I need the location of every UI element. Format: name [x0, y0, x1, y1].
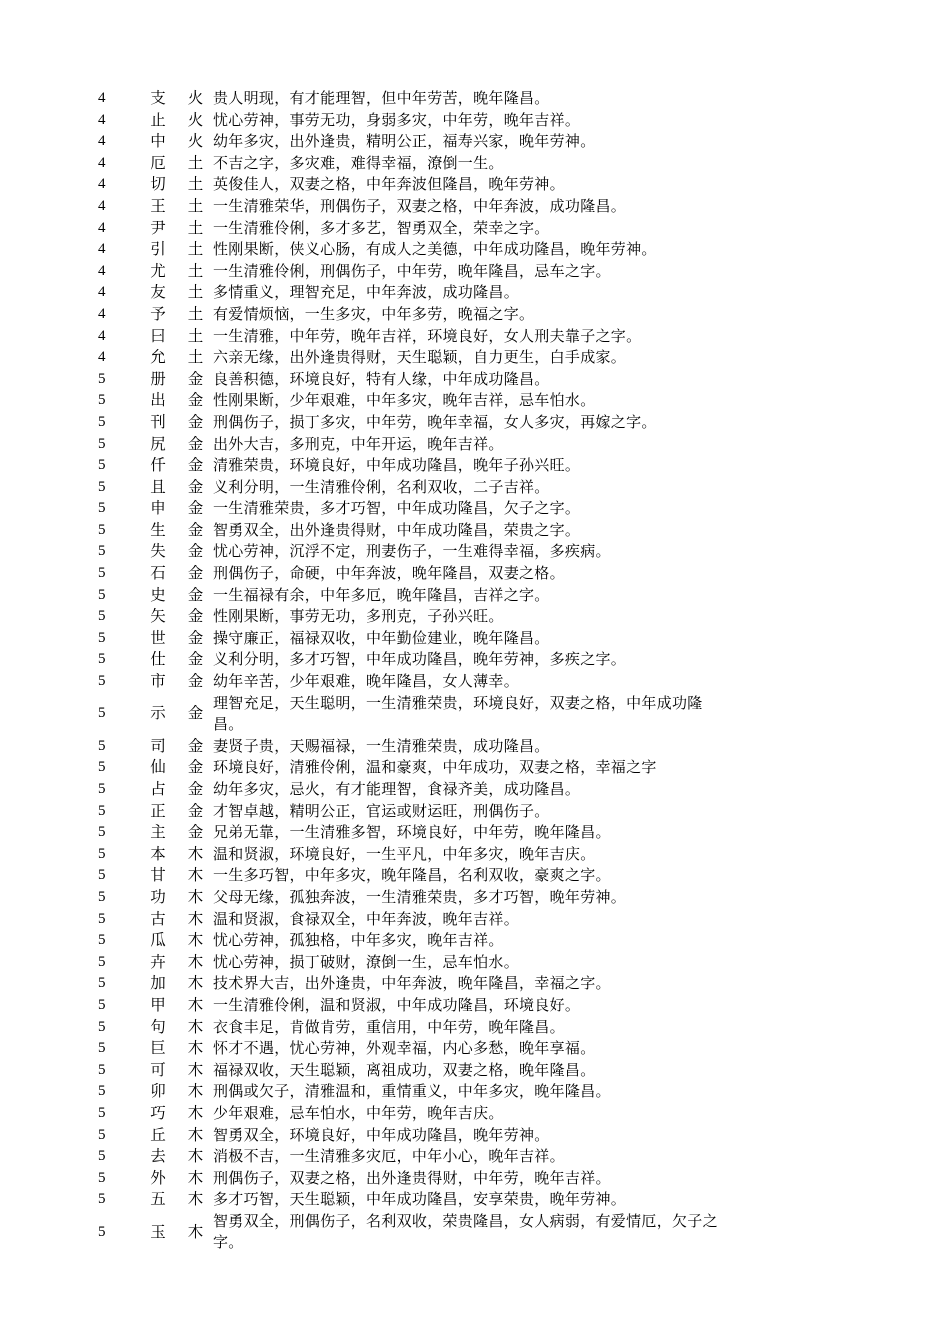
description-cell: 不吉之字，多灾难，难得幸福，潦倒一生。 [213, 153, 504, 172]
element-cell: 金 [187, 542, 204, 561]
description-cell: 一生多巧智，中年多灾，晚年隆昌，名利双收，豪爽之字。 [213, 866, 611, 885]
element-cell: 土 [187, 153, 204, 172]
table-row [95, 909, 735, 931]
stroke-count-cell: 5 [98, 737, 106, 754]
description-cell: 父母无缘，孤独奔波，一生清雅荣贵，多才巧智，晚年劳神。 [213, 887, 627, 906]
character-cell: 甘 [150, 866, 166, 885]
description-cell: 消极不吉，一生清雅多灾厄，中年小心，晚年吉祥。 [213, 1147, 565, 1166]
stroke-count-cell: 5 [98, 996, 106, 1013]
stroke-count-cell: 5 [98, 673, 106, 690]
stroke-count-cell: 5 [98, 1083, 106, 1100]
table-row [95, 131, 735, 153]
stroke-count-cell: 4 [98, 111, 106, 128]
element-cell: 木 [187, 995, 204, 1014]
character-cell: 世 [150, 628, 166, 647]
element-cell: 土 [187, 175, 204, 194]
description-cell: 技术界大吉，出外逢贵，中年奔波，晚年隆昌，幸福之字。 [213, 974, 611, 993]
element-cell: 金 [187, 780, 204, 798]
stroke-count-cell: 5 [98, 1169, 106, 1186]
character-cell: 失 [150, 542, 166, 561]
character-cell: 册 [150, 369, 166, 388]
stroke-count-cell: 5 [98, 370, 106, 387]
stroke-count-cell: 5 [98, 910, 106, 927]
character-cell: 卯 [150, 1082, 166, 1101]
name-character-table [95, 88, 735, 1254]
character-cell: 申 [150, 499, 166, 518]
table-row [95, 174, 735, 196]
stroke-count-cell: 4 [98, 349, 106, 366]
stroke-count-cell: 5 [98, 392, 106, 409]
character-cell: 句 [150, 1017, 166, 1036]
character-cell: 功 [150, 887, 166, 906]
description-cell: 忧心劳神，损丁破财，潦倒一生，忌车怕水。 [213, 952, 520, 971]
element-cell: 木 [187, 1147, 204, 1166]
description-cell: 一生清雅伶俐，多才多艺，智勇双全，荣幸之字。 [213, 218, 550, 237]
stroke-count-cell: 5 [98, 1104, 106, 1121]
description-cell: 刑偶或欠子，清雅温和，重情重义，中年多灾，晚年隆昌。 [213, 1082, 611, 1101]
character-cell: 外 [150, 1168, 166, 1187]
stroke-count-cell: 5 [98, 1191, 106, 1208]
stroke-count-cell: 5 [98, 1223, 106, 1240]
character-cell: 支 [150, 89, 166, 107]
stroke-count-cell: 4 [98, 219, 106, 236]
stroke-count-cell: 5 [98, 1126, 106, 1143]
element-cell: 金 [187, 628, 204, 647]
table-row [95, 1168, 735, 1190]
table-row [95, 757, 735, 779]
element-cell: 金 [187, 391, 204, 410]
table-row [95, 326, 735, 348]
description-cell: 一生福禄有余，中年多厄，晚年隆昌，吉祥之字。 [213, 585, 550, 604]
table-row [95, 1146, 735, 1168]
element-cell: 金 [187, 499, 204, 518]
description-cell: 理智充足，天生聪明，一生清雅荣贵，环境良好，双妻之格，中年成功隆昌。 [213, 693, 703, 734]
stroke-count-cell: 5 [98, 888, 106, 905]
stroke-count-cell: 4 [98, 241, 106, 258]
element-cell: 土 [187, 196, 204, 215]
description-cell: 兄弟无靠，一生清雅多智，环境良好，中年劳，晚年隆昌。 [213, 823, 611, 842]
character-cell: 予 [150, 304, 166, 323]
stroke-count-cell: 5 [98, 705, 106, 722]
description-cell: 义利分明，一生清雅伶俐，名利双收，二子吉祥。 [213, 477, 550, 496]
character-cell: 允 [150, 348, 166, 367]
character-cell: 甲 [150, 995, 166, 1014]
stroke-count-cell: 4 [98, 90, 106, 106]
element-cell: 木 [187, 866, 204, 885]
character-cell: 止 [150, 110, 166, 129]
element-cell: 木 [187, 1222, 204, 1241]
table-row [95, 801, 735, 823]
table-row [95, 369, 735, 391]
character-cell: 尤 [150, 261, 166, 280]
description-cell: 衣食丰足，肯做肯劳，重信用，中年劳，晚年隆昌。 [213, 1017, 565, 1036]
element-cell: 土 [187, 218, 204, 237]
character-cell: 市 [150, 672, 166, 691]
element-cell: 土 [187, 326, 204, 345]
element-cell: 金 [187, 434, 204, 453]
stroke-count-cell: 4 [98, 197, 106, 214]
character-cell: 仕 [150, 650, 166, 669]
element-cell: 木 [187, 1103, 204, 1122]
element-cell: 木 [187, 1190, 204, 1209]
description-cell: 幼年多灾，出外逢贵，精明公正，福寿兴家，晚年劳神。 [213, 132, 596, 151]
table-row [95, 628, 735, 650]
stroke-count-cell: 4 [98, 262, 106, 279]
table-row [95, 520, 735, 542]
element-cell: 火 [187, 89, 204, 107]
description-cell: 一生清雅荣华，刑偶伤子，双妻之格，中年奔波，成功隆昌。 [213, 196, 627, 215]
table-row [95, 455, 735, 477]
element-cell: 金 [187, 412, 204, 431]
stroke-count-cell: 4 [98, 327, 106, 344]
character-cell: 加 [150, 974, 166, 993]
element-cell: 金 [187, 758, 204, 777]
description-cell: 妻贤子贵，天赐福禄，一生清雅荣贵，成功隆昌。 [213, 736, 550, 755]
stroke-count-cell: 5 [98, 845, 106, 862]
stroke-count-cell: 4 [98, 133, 106, 150]
element-cell: 火 [187, 110, 204, 129]
table-row [95, 1081, 735, 1103]
table-row [95, 88, 735, 110]
table-row [95, 606, 735, 628]
character-cell: 五 [150, 1190, 166, 1209]
stroke-count-cell: 5 [98, 759, 106, 776]
element-cell: 火 [187, 132, 204, 151]
element-cell: 木 [187, 1082, 204, 1101]
character-cell: 主 [150, 823, 166, 842]
table-row [95, 1211, 735, 1254]
character-cell: 引 [150, 240, 166, 259]
character-cell: 生 [150, 520, 166, 539]
character-cell: 古 [150, 909, 166, 928]
description-cell: 六亲无缘，出外逢贵得财，天生聪颖，自力更生，白手成家。 [213, 348, 627, 367]
element-cell: 金 [187, 456, 204, 475]
description-cell: 一生清雅伶俐，温和贤淑，中年成功隆昌，环境良好。 [213, 995, 581, 1014]
element-cell: 金 [187, 736, 204, 755]
description-cell: 温和贤淑，环境良好，一生平凡，中年多灾，晚年吉庆。 [213, 844, 596, 863]
description-cell: 忧心劳神，沉浮不定，刑妻伤子，一生难得幸福，多疾病。 [213, 542, 611, 561]
table-row [95, 498, 735, 520]
character-cell: 占 [150, 780, 166, 798]
table-row [95, 563, 735, 585]
table-row [95, 822, 735, 844]
description-cell: 清雅荣贵，环境良好，中年成功隆昌，晚年子孙兴旺。 [213, 456, 581, 475]
element-cell: 木 [187, 931, 204, 950]
stroke-count-cell: 5 [98, 781, 106, 797]
table-row [95, 844, 735, 866]
character-cell: 巧 [150, 1103, 166, 1122]
stroke-count-cell: 5 [98, 932, 106, 949]
description-cell: 忧心劳神，孤独格，中年多灾，晚年吉祥。 [213, 931, 504, 950]
table-row [95, 973, 735, 995]
stroke-count-cell: 5 [98, 500, 106, 517]
description-cell: 智勇双全，刑偶伤子，名利双收，荣贵隆昌，女人病弱，有爱情厄，欠子之字。 [213, 1211, 718, 1252]
stroke-count-cell: 5 [98, 824, 106, 841]
element-cell: 金 [187, 564, 204, 583]
stroke-count-cell: 4 [98, 176, 106, 193]
character-cell: 石 [150, 564, 166, 583]
table-row [95, 887, 735, 909]
stroke-count-cell: 5 [98, 629, 106, 646]
character-cell: 示 [150, 704, 166, 723]
table-row [95, 412, 735, 434]
character-cell: 且 [150, 477, 166, 496]
stroke-count-cell: 5 [98, 457, 106, 474]
table-row [95, 671, 735, 693]
character-cell: 司 [150, 736, 166, 755]
description-cell: 刑偶伤子，双妻之格，出外逢贵得财，中年劳，晚年吉祥。 [213, 1168, 611, 1187]
character-cell: 正 [150, 801, 166, 820]
description-cell: 操守廉正，福禄双收，中年勤俭建业，晚年隆昌。 [213, 628, 550, 647]
table-row [95, 477, 735, 499]
stroke-count-cell: 5 [98, 802, 106, 819]
element-cell: 金 [187, 672, 204, 691]
element-cell: 金 [187, 369, 204, 388]
element-cell: 金 [187, 585, 204, 604]
character-cell: 厄 [150, 153, 166, 172]
element-cell: 木 [187, 844, 204, 863]
element-cell: 木 [187, 909, 204, 928]
stroke-count-cell: 4 [98, 305, 106, 322]
description-cell: 一生清雅，中年劳，晚年吉祥，环境良好，女人刑夫靠子之字。 [213, 326, 642, 345]
table-row [95, 390, 735, 412]
table-row [95, 434, 735, 456]
character-cell: 可 [150, 1060, 166, 1079]
character-cell: 丘 [150, 1125, 166, 1144]
character-cell: 刊 [150, 412, 166, 431]
element-cell: 金 [187, 801, 204, 820]
table-row [95, 153, 735, 175]
element-cell: 金 [187, 823, 204, 842]
table-row [95, 304, 735, 326]
table-row [95, 239, 735, 261]
stroke-count-cell: 5 [98, 478, 106, 495]
stroke-count-cell: 5 [98, 586, 106, 603]
table-row [95, 347, 735, 369]
table-row [95, 865, 735, 887]
element-cell: 木 [187, 1060, 204, 1079]
description-cell: 一生清雅荣贵，多才巧智，中年成功隆昌，欠子之字。 [213, 499, 581, 518]
element-cell: 土 [187, 348, 204, 367]
character-cell: 去 [150, 1147, 166, 1166]
character-cell: 友 [150, 283, 166, 302]
table-row [95, 1125, 735, 1147]
character-cell: 尹 [150, 218, 166, 237]
element-cell: 土 [187, 304, 204, 323]
description-cell: 忧心劳神，事劳无功，身弱多灾，中年劳，晚年吉祥。 [213, 110, 581, 129]
description-cell: 怀才不遇，忧心劳神，外观幸福，内心多愁，晚年享福。 [213, 1039, 596, 1058]
table-row [95, 1189, 735, 1211]
description-cell: 有爱情烦恼，一生多灾，中年多劳，晚福之字。 [213, 304, 535, 323]
element-cell: 木 [187, 1017, 204, 1036]
element-cell: 木 [187, 974, 204, 993]
description-cell: 才智卓越，精明公正，官运或财运旺，刑偶伤子。 [213, 801, 550, 820]
stroke-count-cell: 5 [98, 435, 106, 452]
description-cell: 英俊佳人，双妻之格，中年奔波但隆昌，晚年劳神。 [213, 175, 565, 194]
element-cell: 木 [187, 952, 204, 971]
element-cell: 金 [187, 477, 204, 496]
table-row [95, 779, 735, 801]
stroke-count-cell: 5 [98, 413, 106, 430]
description-cell: 多才巧智，天生聪颖，中年成功隆昌，安享荣贵，晚年劳神。 [213, 1190, 627, 1209]
character-cell: 曰 [150, 326, 166, 345]
character-cell: 矢 [150, 607, 166, 626]
table-row [95, 585, 735, 607]
stroke-count-cell: 5 [98, 608, 106, 625]
character-cell: 玉 [150, 1222, 166, 1241]
stroke-count-cell: 5 [98, 1018, 106, 1035]
stroke-count-cell: 5 [98, 1148, 106, 1165]
table-row [95, 1017, 735, 1039]
table-row [95, 218, 735, 240]
description-cell: 少年艰难，忌车怕水，中年劳，晚年吉庆。 [213, 1103, 504, 1122]
stroke-count-cell: 5 [98, 521, 106, 538]
character-cell: 出 [150, 391, 166, 410]
table-row [95, 649, 735, 671]
table-row [95, 693, 735, 736]
element-cell: 土 [187, 283, 204, 302]
stroke-count-cell: 4 [98, 154, 106, 171]
table-row [95, 930, 735, 952]
character-cell: 王 [150, 196, 166, 215]
description-cell: 义利分明，多才巧智，中年成功隆昌，晚年劳神，多疾之字。 [213, 650, 627, 669]
table-row [95, 261, 735, 283]
description-cell: 良善积德，环境良好，特有人缘，中年成功隆昌。 [213, 369, 550, 388]
description-cell: 性刚果断，侠义心肠，有成人之美德，中年成功隆昌，晚年劳神。 [213, 240, 657, 259]
character-cell: 史 [150, 585, 166, 604]
stroke-count-cell: 5 [98, 1061, 106, 1078]
stroke-count-cell: 5 [98, 543, 106, 560]
table-row [95, 196, 735, 218]
element-cell: 木 [187, 887, 204, 906]
table-row [95, 282, 735, 304]
table-row [95, 1038, 735, 1060]
stroke-count-cell: 5 [98, 1040, 106, 1057]
element-cell: 土 [187, 261, 204, 280]
table-row [95, 952, 735, 974]
description-cell: 性刚果断，少年艰难，中年多灾，晚年吉祥，忌车怕水。 [213, 391, 596, 410]
character-cell: 切 [150, 175, 166, 194]
stroke-count-cell: 5 [98, 867, 106, 884]
description-cell: 智勇双全，出外逢贵得财，中年成功隆昌，荣贵之字。 [213, 520, 581, 539]
stroke-count-cell: 5 [98, 565, 106, 582]
table-row [95, 995, 735, 1017]
stroke-count-cell: 5 [98, 651, 106, 668]
element-cell: 木 [187, 1125, 204, 1144]
character-cell: 瓜 [150, 931, 166, 950]
description-cell: 贵人明现，有才能理智，但中年劳苦，晚年隆昌。 [213, 89, 550, 107]
character-cell: 本 [150, 844, 166, 863]
character-cell: 卉 [150, 952, 166, 971]
character-cell: 尻 [150, 434, 166, 453]
description-cell: 刑偶伤子，命硬，中年奔波，晚年隆昌，双妻之格。 [213, 564, 565, 583]
element-cell: 金 [187, 650, 204, 669]
description-cell: 刑偶伤子，损丁多灾，中年劳，晚年幸福，女人多灾，再嫁之字。 [213, 412, 657, 431]
description-cell: 智勇双全，环境良好，中年成功隆昌，晚年劳神。 [213, 1125, 550, 1144]
description-cell: 幼年多灾，忌火，有才能理智，食禄齐美，成功隆昌。 [213, 780, 581, 798]
description-cell: 福禄双收，天生聪颖，离祖成功，双妻之格，晚年隆昌。 [213, 1060, 596, 1079]
element-cell: 金 [187, 704, 204, 723]
character-cell: 仙 [150, 758, 166, 777]
stroke-count-cell: 4 [98, 284, 106, 301]
stroke-count-cell: 5 [98, 953, 106, 970]
character-cell: 仟 [150, 456, 166, 475]
element-cell: 金 [187, 607, 204, 626]
description-cell: 多情重义，理智充足，中年奔波，成功隆昌。 [213, 283, 520, 302]
element-cell: 木 [187, 1168, 204, 1187]
description-cell: 一生清雅伶俐，刑偶伤子，中年劳，晚年隆昌，忌车之字。 [213, 261, 611, 280]
table-row [95, 110, 735, 132]
table-row [95, 541, 735, 563]
description-cell: 性刚果断，事劳无功，多刑克，子孙兴旺。 [213, 607, 504, 626]
table-row [95, 1103, 735, 1125]
description-cell: 出外大吉，多刑克，中年开运，晚年吉祥。 [213, 434, 504, 453]
table-row [95, 736, 735, 758]
element-cell: 土 [187, 240, 204, 259]
stroke-count-cell: 5 [98, 975, 106, 992]
element-cell: 金 [187, 520, 204, 539]
element-cell: 木 [187, 1039, 204, 1058]
character-cell: 巨 [150, 1039, 166, 1058]
character-cell: 中 [150, 132, 166, 151]
description-cell: 环境良好，清雅伶俐，温和豪爽，中年成功，双妻之格，幸福之字 [213, 758, 657, 777]
table-row [95, 1060, 735, 1082]
description-cell: 温和贤淑，食禄双全，中年奔波，晚年吉祥。 [213, 909, 520, 928]
description-cell: 幼年辛苦，少年艰难，晚年隆昌，女人薄幸。 [213, 672, 520, 691]
